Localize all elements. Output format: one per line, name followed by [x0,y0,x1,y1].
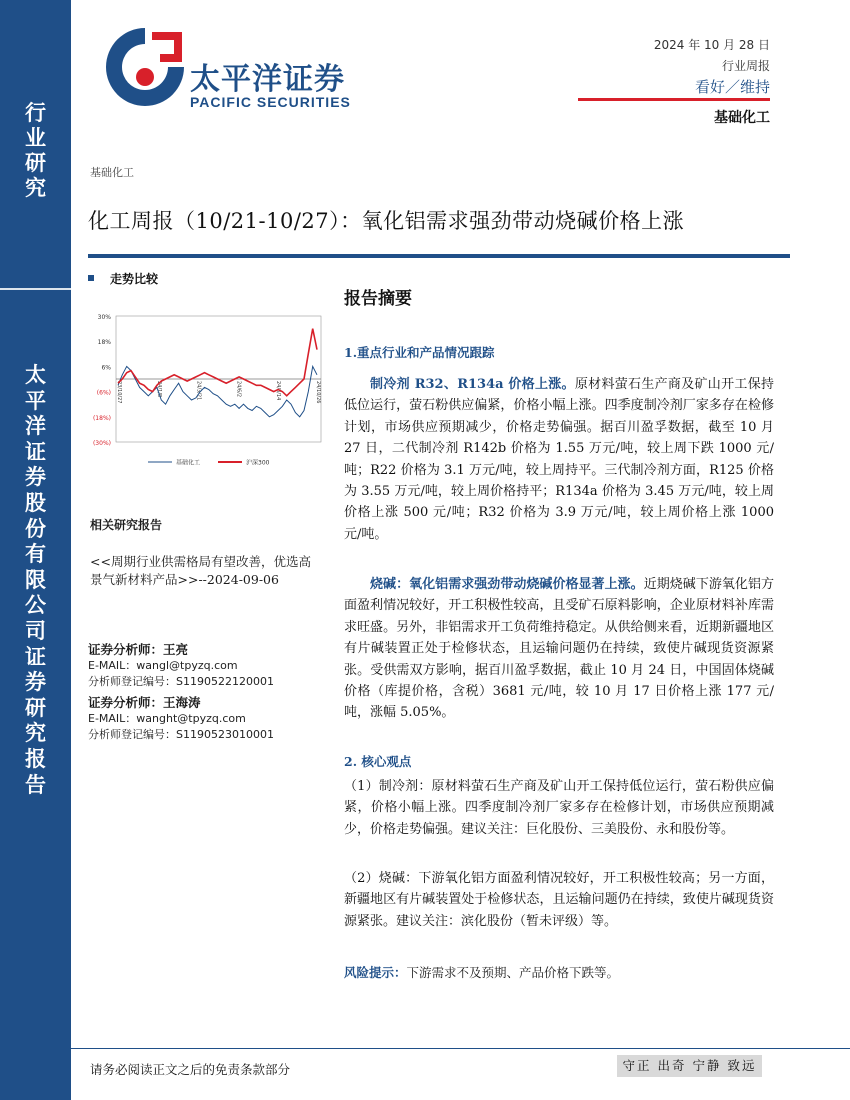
footer-motto: 守正 出奇 宁静 致远 [617,1055,762,1077]
analyst-name: 证券分析师：王海涛 [88,695,201,710]
sidebar-char: 券 [25,464,46,490]
analyst-name: 证券分析师：王亮 [88,642,189,657]
sidebar-char: 研 [25,150,46,175]
sidebar-char: 证 [25,438,46,464]
section-1-heading: 1.重点行业和产品情况跟踪 [344,345,495,360]
y-tick-label: (6%) [96,389,111,397]
sidebar-char: 业 [25,125,46,150]
refrigerant-lead: 制冷剂 R32、R134a 价格上涨。 [370,377,575,392]
risk-body: 下游需求不及预期、产品价格下跌等。 [406,965,620,980]
caustic-soda-lead: 烧碱：氧化铝需求强劲带动烧碱价格显著上涨。 [370,577,644,592]
x-tick-label: 24/8/14 [275,381,282,401]
y-tick-label: (30%) [92,440,111,447]
rating: 看好／维持 [694,78,770,96]
title-rule [88,254,790,258]
section-2-heading: 2. 核心观点 [344,754,412,769]
sidebar-char: 券 [25,669,46,695]
report-title: 化工周报（10/21-10/27）：氧化铝需求强劲带动烧碱价格上涨 [88,209,685,233]
footer-disclaimer[interactable]: 请务必阅读正文之后的免责条款部分 [90,1062,291,1077]
trend-heading: 走势比较 [110,272,159,286]
sidebar-char: 洋 [25,413,46,439]
sector-label: 基础化工 [714,110,770,126]
legend-label: 基础化工 [176,459,201,467]
report-date: 2024 年 10 月 28 日 [653,38,770,52]
sidebar-char: 报 [25,745,46,771]
sidebar [0,0,71,1100]
x-tick-label: 23/10/27 [116,381,122,404]
sidebar-char: 究 [25,720,46,746]
abstract-heading: 报告摘要 [344,289,412,309]
sidebar-char: 有 [25,541,46,567]
refrigerant-body: 原材料萤石生产商及矿山开工保持低位运行，萤石粉供应偏紧，价格小幅上涨。四季度制冷剂厂家多存在检修计划，市场供应预期减少，价格走势偏强。据百川盈孚数据，截至 10 月 27 日，二代制冷剂 R142b 价格为 1.55 万元/吨，较上周下跌 1000 元/吨；R22 价格为 3.1 万元/吨，较上周持平。三代制冷剂方面，R125 价格为 3.55 万元/吨，较上周价格持平；R134a 价格为 3.45 万元/吨，较上周价格上涨 500 元/吨；R32 价格为 3.9 万元/吨，较上周价格上涨 1000 元/吨。 [344,377,774,542]
sidebar-char: 告 [25,771,46,797]
y-tick-label: 30% [97,314,111,321]
sidebar-char: 行 [25,100,46,125]
sidebar-company-name [0,362,71,797]
caustic-soda-body: 近期烧碱下游氧化铝方面盈利情况较好，开工积极性较高，且受矿石原料影响，企业原材料补库需求旺盛。另外，非铝需求开工负荷维持稳定。从供给侧来看，近期新疆地区有片碱装置正处于检修状态，且运输问题仍在持续，致使片碱现货资源紧张。受供需双方影响，据百川盈孚数据，截止 10 月 24 日，中国固体烧碱价格（库提价格，含税）3681 元/吨，较 10 月 17 日价格上涨 177 元/吨，涨幅 5.05%。 [344,577,774,721]
x-tick-label: 24/3/21 [195,381,202,401]
header-red-rule [578,98,770,101]
caustic-soda-paragraph [344,574,774,724]
sidebar-divider [0,288,71,290]
trend-comparison-chart [88,306,323,476]
analyst-email[interactable]: E-MAIL：wanght@tpyzq.com [88,712,246,725]
bullet-square-icon [88,275,94,281]
sidebar-char: 究 [25,175,46,200]
sidebar-char: 太 [25,362,46,387]
y-tick-label: 6% [101,364,111,372]
sidebar-char: 证 [25,643,46,669]
sidebar-char: 限 [25,566,46,592]
risk-warning [344,963,619,981]
analyst-registration: 分析师登记编号：S1190523010001 [88,728,274,741]
analyst-block [88,640,274,690]
related-report-link[interactable]: <<周期行业供需格局有望改善，优选高景气新材料产品>>--2024-09-06 [90,554,311,587]
sidebar-char: 股 [25,489,46,515]
x-tick-label: 24/10/26 [315,381,321,404]
report-type: 行业周报 [721,59,770,73]
sidebar-char: 司 [25,617,46,643]
series-line-1 [118,366,317,416]
refrigerant-paragraph [344,374,774,545]
related-reports-heading: 相关研究报告 [90,518,163,532]
sidebar-char: 平 [25,387,46,413]
series-line-2 [118,329,317,396]
analyst-registration: 分析师登记编号：S1190522120001 [88,675,274,688]
logo-company-en: PACIFIC SECURITIES [190,94,351,110]
footer-rule [71,1048,850,1049]
core-view-2: （2）烧碱：下游氧化铝方面盈利情况较好，开工积极性较高；另一方面，新疆地区有片碱装置处于检修状态，且运输问题仍在持续，致使片碱现货资源紧张。建议关注：滨化股份（暂未评级）等。 [344,871,774,929]
analyst-block [88,693,274,743]
trend-heading-row [88,270,320,287]
x-tick-label: 24/1/8 [155,381,162,398]
sector-small-label: 基础化工 [90,166,134,179]
analyst-email[interactable]: E-MAIL：wangl@tpyzq.com [88,659,238,672]
sidebar-char: 公 [25,592,46,618]
sidebar-char: 研 [25,694,46,720]
logo-company-cn: 太平洋证券 [190,62,345,97]
x-tick-label: 24/6/2 [235,381,242,398]
core-view-1: （1）制冷剂：原材料萤石生产商及矿山开工保持低位运行，萤石粉供应偏紧，价格小幅上涨。四季度制冷剂厂家多存在检修计划，市场供应预期减少，价格走势偏强。建议关注：巨化股份、三美股份、永和股份等。 [344,779,774,837]
company-logo-icon [100,22,190,112]
sidebar-report-category [0,100,71,200]
risk-lead: 风险提示： [344,965,407,980]
y-tick-label: 18% [97,339,111,347]
legend-label: 沪深300 [246,459,270,467]
sidebar-char: 份 [25,515,46,541]
y-tick-label: (18%) [92,414,111,422]
